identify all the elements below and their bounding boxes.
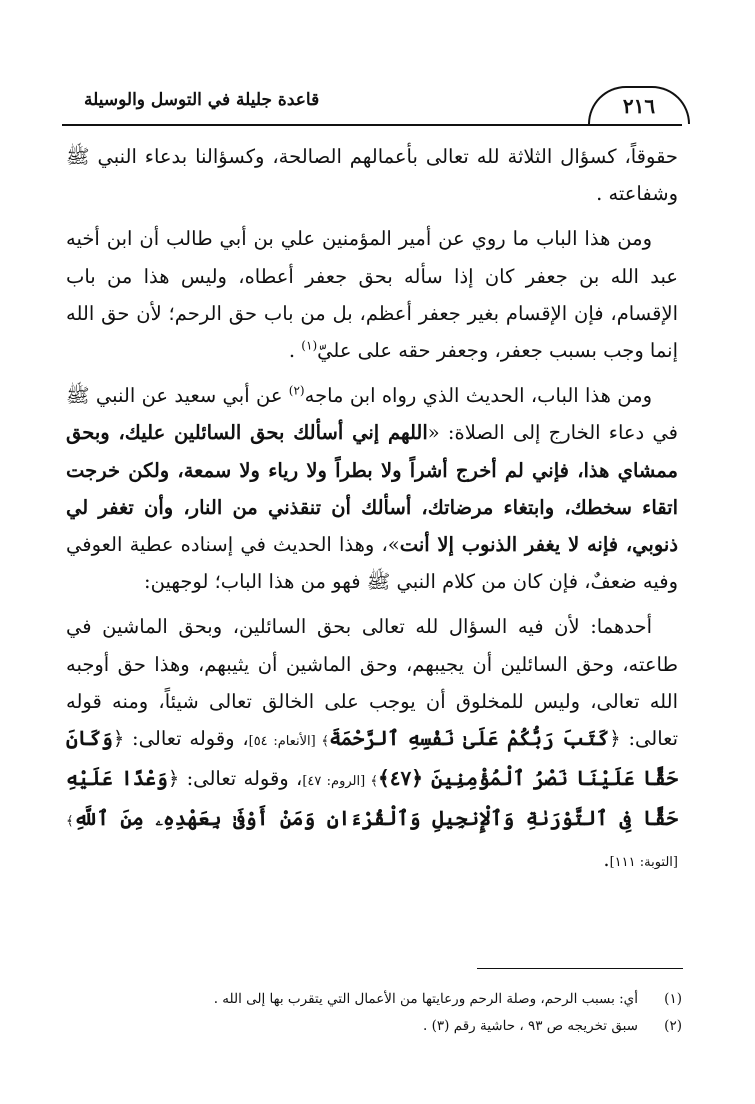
quran-verse-2: وَكَانَ حَقًّا عَلَيْنَا نَصْرُ ٱلْمُؤْمِنِينَ ﴿٤٧﴾ xyxy=(66,726,679,791)
verse-reference-3: ﴾ [التوبة: ١١١] xyxy=(66,814,678,870)
paragraph-1: حقوقاً، كسؤال الثلاثة لله تعالى بأعمالهم الصالحة، وكسؤالنا بدعاء النبي ﷺ وشفاعته . xyxy=(66,145,678,206)
footnote-1 xyxy=(66,986,682,1013)
verse-reference-1: ﴾ [الأنعام: ٥٤] xyxy=(248,734,330,750)
footnote-text: سبق تخريجه ص ٩٣ ، حاشية رقم (٣) . xyxy=(423,1018,638,1034)
footnote-separator xyxy=(477,968,683,969)
footnote-marker-2: (٢) xyxy=(288,383,305,398)
footnote-marker-1: (١) xyxy=(301,338,318,353)
paragraph-4-end: . xyxy=(603,847,610,871)
paragraph-4-link-1: ، وقوله تعالى: ﴿ xyxy=(112,727,249,751)
page-number: ٢١٦ xyxy=(588,86,690,124)
paragraph-3-source: عن أبي سعيد عن النبي ﷺ في دعاء الخارج إلى الصلاة: « xyxy=(66,384,678,445)
paragraph-2-end: . xyxy=(288,339,302,363)
footnote-text: أي: بسبب الرحم، وصلة الرحم ورعايتها من الأعمال التي يتقرب بها إلى الله . xyxy=(213,991,638,1007)
paragraph-4-link-2: ، وقوله تعالى: ﴿ xyxy=(167,767,303,791)
verse-reference-2: ﴾ [الروم: ٤٧] xyxy=(302,774,379,790)
paragraph-2-text: ومن هذا الباب ما روي عن أمير المؤمنين علي بن أبي طالب أن ابن أخيه عبد الله بن جعفر كان إذا سأله بحق جعفر أعطاه، وليس هذا من باب الإقسام، فإن الإقسام بغير جعفر أعظم، بل من باب حق الرحم؛ لأن حق الله إنما وجب بسبب جعفر، وجعفر حقه على عليّ xyxy=(66,227,678,363)
paragraph-3-intro: ومن هذا الباب، الحديث الذي رواه ابن ماجه xyxy=(304,384,652,408)
quran-verse-1: كَتَبَ رَبُّكُمْ عَلَىٰ نَفْسِهِ ٱلرَّحْمَةَ xyxy=(329,726,610,751)
footnote-number: (٢) xyxy=(664,1018,682,1034)
page-header xyxy=(62,80,682,126)
footnotes xyxy=(66,986,682,1040)
paragraph-3-comment: »، وهذا الحديث في إسناده عطية العوفي وفيه ضعفٌ، فإن كان من كلام النبي ﷺ فهو من هذا الباب؛ لوجهين: xyxy=(66,533,678,594)
hadith-text: اللهم إني أسألك بحق السائلين عليك، وبحق ممشاي هذا، فإني لم أخرج أشراً ولا بطراً ولا رياء ولا سمعة، ولكن خرجت اتقاء سخطك، وابتغاء مرضاتك، أسألك أن تنقذني من النار، وأن تغفر لي ذنوبي، فإنه لا يغفر الذنوب إلا أنت xyxy=(66,421,678,557)
body-text xyxy=(66,138,678,889)
paragraph-4-text: أحدهما: لأن فيه السؤال لله تعالى بحق السائلين، وبحق الماشين في طاعته، وحق السائلين أن يجيبهم، وحق الماشين أن يثيبهم، وهذا حق أوجبه الله تعالى، وليس للمخلوق أن يوجب على الخالق تعالى شيئاً، ومنه قوله تعالى: ﴿ xyxy=(66,615,678,751)
paragraph-4 xyxy=(66,608,678,880)
footnote-number: (١) xyxy=(664,991,682,1007)
footnote-2 xyxy=(66,1013,682,1040)
quran-verse-3: وَعْدًا عَلَيْهِ حَقًّا فِى ٱلتَّوْرَىٰةِ وَٱلْإِنجِيلِ وَٱلْقُرْءَانِ وَمَنْ أَوْفَىٰ بِعَهْدِهِۦ مِنَ ٱللَّهِ xyxy=(66,766,678,831)
paragraph-3 xyxy=(66,377,678,600)
running-title: قاعدة جليلة في التوسل والوسيلة xyxy=(84,90,320,110)
paragraph-2 xyxy=(66,220,678,369)
